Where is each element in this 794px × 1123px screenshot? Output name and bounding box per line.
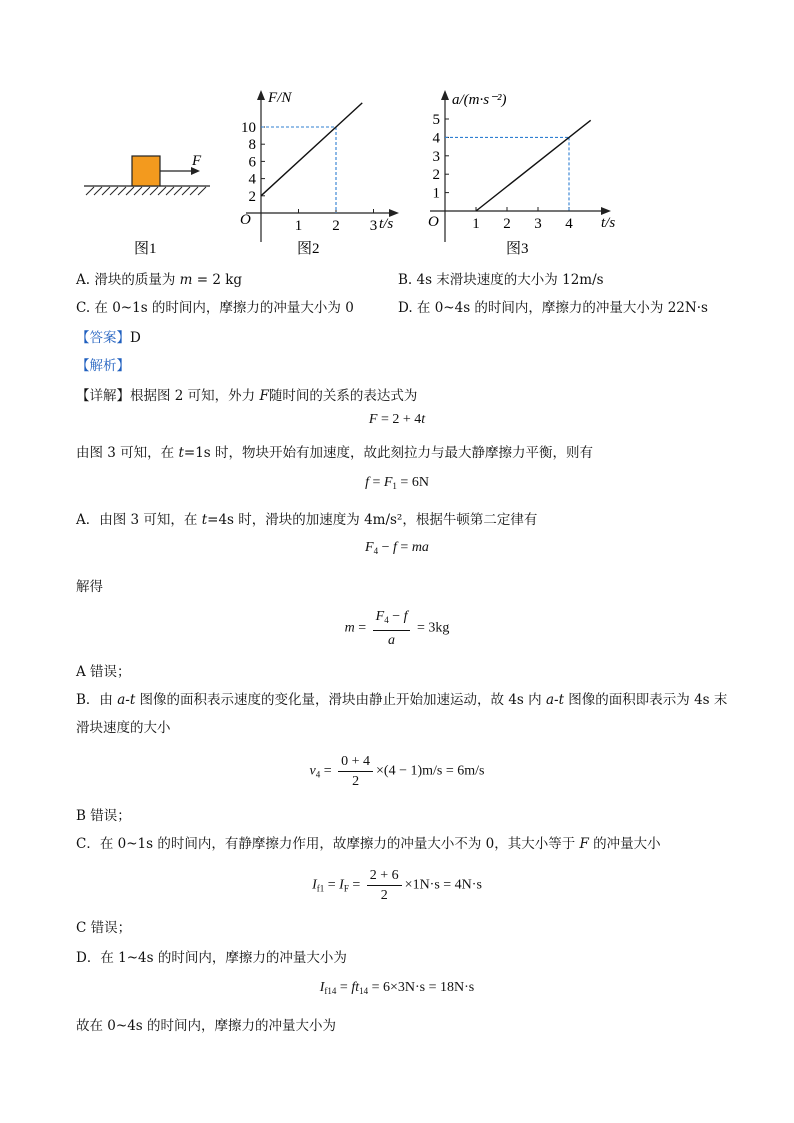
b-wrong: B 错误； <box>76 808 131 824</box>
x-tick-label: 1 <box>472 216 480 232</box>
equation-velocity: $v_4$ = $\frac{0 + 4}{2}$ ×(4 − 1)m/s = 6m/s <box>309 754 485 789</box>
x-tick-label: 3 <box>534 216 542 232</box>
figure-2-caption: 图2 <box>297 241 320 257</box>
y-tick-label: 4 <box>248 171 256 188</box>
y-tick-label: 2 <box>432 167 440 184</box>
detail-d-line-2: 故在 0~4s 的时间内，摩擦力的冲量大小为 <box>76 1018 336 1034</box>
data-series-line <box>261 103 362 196</box>
y-tick-label: 1 <box>432 185 440 202</box>
y-tick-label: 6 <box>248 154 256 171</box>
y-axis-arrow <box>257 90 265 100</box>
x-tick-label: 4 <box>565 216 573 232</box>
origin-label: O <box>240 212 251 228</box>
sliding-block <box>132 156 160 186</box>
detail-b-line-2: 滑块速度的大小 <box>76 720 171 736</box>
detail-line-2: 由图 3 可知，在 t=1s 时，物块开始有加速度，故此刻拉力与最大静摩擦力平衡，则有 <box>76 445 594 461</box>
y-tick-label: 2 <box>248 188 256 205</box>
detail-line-1: 【详解】根据图 2 可知，外力 F随时间的关系的表达式为 <box>76 388 418 404</box>
c-wrong: C 错误； <box>76 920 132 936</box>
equation-impulse-c: $I_{f1} = I_F$ = $\frac{2 + 6}{2}$ ×1N·s = 4N·s <box>312 868 482 903</box>
ground-hatching <box>86 187 206 195</box>
detail-d-line-1: D．在 1~4s 的时间内，摩擦力的冲量大小为 <box>76 950 347 966</box>
detail-c-line: C．在 0~1s 的时间内，有静摩擦力作用，故摩擦力的冲量大小不为 0，其大小等于 F 的冲量大小 <box>76 836 661 852</box>
equation-friction: $f = F_1 = 6N$ <box>365 475 429 491</box>
x-axis-label: t/s <box>379 216 394 232</box>
analysis-label: 【解析】 <box>76 358 130 374</box>
equation-mass: m = $\frac{F_4 - f}{a}$ = 3kg <box>344 609 450 648</box>
figure-3-caption: 图3 <box>506 241 529 257</box>
figure-1-caption: 图1 <box>134 241 157 257</box>
option-c: C. 在 0~1s 的时间内，摩擦力的冲量大小为 0 <box>76 300 354 316</box>
a-wrong: A 错误； <box>76 664 131 680</box>
figure-2 <box>232 82 412 262</box>
x-tick-label: 2 <box>503 216 511 232</box>
y-axis-label: a/(m·s⁻²) <box>452 92 507 108</box>
x-axis-label: t/s <box>601 215 616 231</box>
option-a: A. 滑块的质量为 m = 2 kg <box>76 272 243 288</box>
figure-1 <box>70 140 230 260</box>
option-d: D. 在 0~4s 的时间内，摩擦力的冲量大小为 22N·s <box>398 300 708 316</box>
answer-label: 【答案】 <box>76 330 130 346</box>
equation-newton: $F_4 - f$ = ma <box>365 540 429 556</box>
option-b: B. 4s 末滑块速度的大小为 12m/s <box>398 272 604 288</box>
y-tick-label: 3 <box>432 148 440 165</box>
x-axis-arrow <box>601 207 611 215</box>
equation-f-of-t: F = 2 + 4t <box>368 412 426 427</box>
y-tick-label: 5 <box>432 112 440 128</box>
equation-impulse-d: $I_{f14} = ft_{14} = 6\times 3N\cdot s = 18N\cdot s$ <box>319 980 475 996</box>
answer-value: D <box>130 330 141 346</box>
y-axis-arrow <box>441 90 449 100</box>
y-tick-label: 4 <box>432 130 440 147</box>
y-axis-label: F/N <box>268 90 292 106</box>
force-label: F <box>192 153 202 169</box>
data-series-line <box>476 120 591 211</box>
y-tick-label: 8 <box>248 137 256 154</box>
detail-b-line-1: B．由 a-t 图像的面积表示速度的变化量，滑块由静止开始加速运动，故 4s 内 a-t 图像的面积即表示为 4s 末 <box>76 692 728 708</box>
answer-line <box>76 328 141 348</box>
y-tick-label: 10 <box>241 120 256 136</box>
detail-a-line: A．由图 3 可知，在 t=4s 时，滑块的加速度为 4m/s²，根据牛顿第二定律有 <box>76 512 538 528</box>
solve-label: 解得 <box>76 579 103 595</box>
figure-3 <box>418 82 628 262</box>
x-tick-label: 2 <box>332 218 340 234</box>
x-tick-label: 3 <box>369 218 378 234</box>
origin-label: O <box>428 214 439 230</box>
x-tick-label: 1 <box>294 218 303 234</box>
